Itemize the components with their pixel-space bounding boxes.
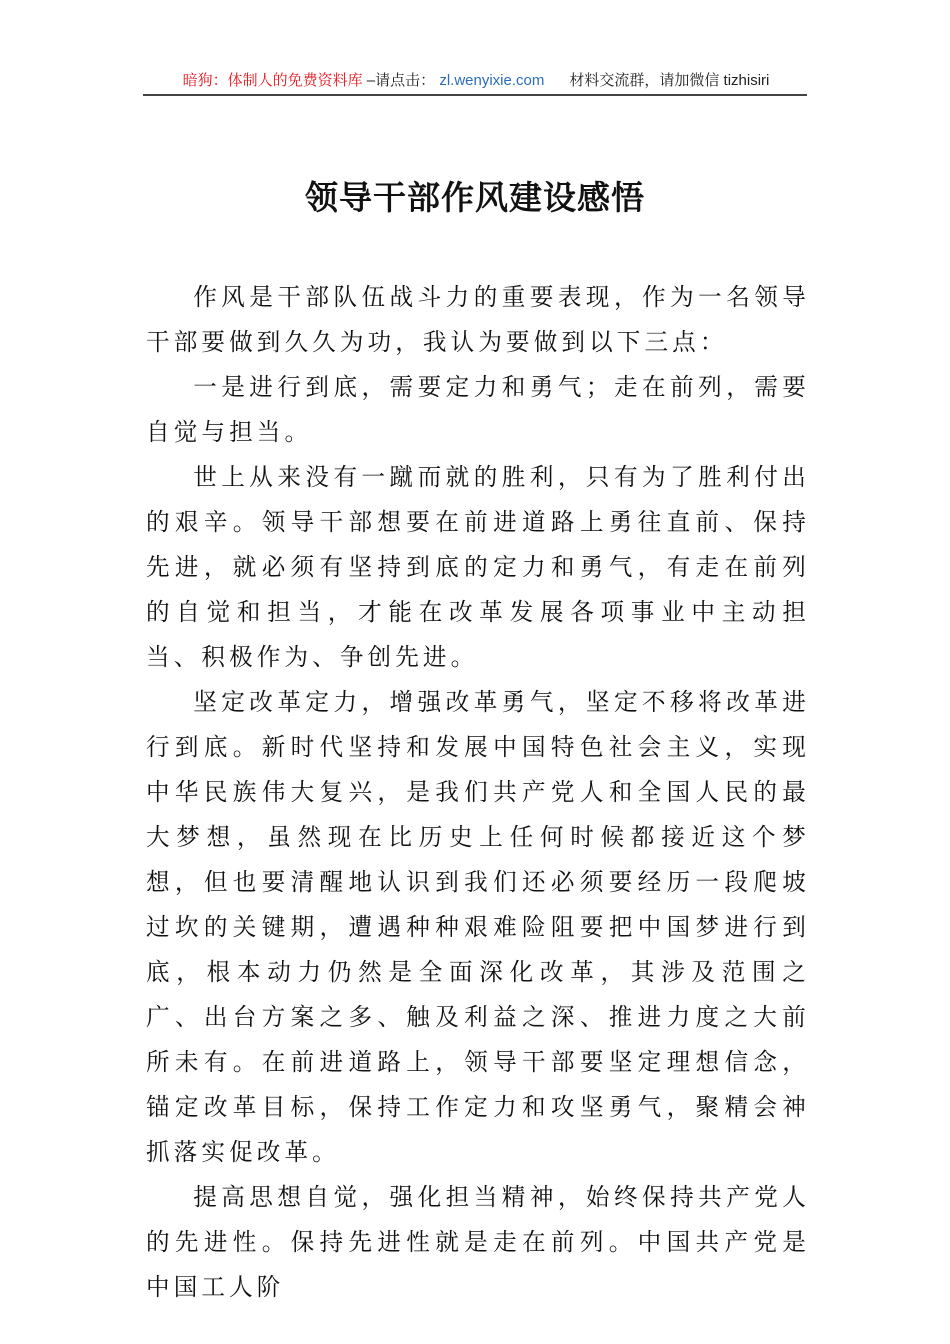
paragraph: 提高思想自觉，强化担当精神，始终保持共产党人的先进性。保持先进性就是走在前列。中国共产党是中国工人阶: [146, 1183, 810, 1301]
paragraph: 坚定改革定力，增强改革勇气，坚定不移将改革进行到底。新时代坚持和发展中国特色社会主义，实现中华民族伟大复兴，是我们共产党人和全国人民的最大梦想，虽然现在比历史上任何时候都接近这个梦想，但也要清醒地认识到我们还必须要经历一段爬坡过坎的关键期，遭遇种种艰难险阻要把中国梦进行到底，根本动力仍然是全面深化改革，其涉及范围之广、出台方案之多、触及利益之深、推进力度之大前所未有。在前进道路上，领导干部要坚定理想信念，锚定改革目标，保持工作定力和攻坚勇气，聚精会神抓落实促改革。: [146, 688, 810, 1166]
header-group-note: 材料交流群，请加微信 tizhisiri: [569, 72, 770, 89]
paragraph: 一是进行到底，需要定力和勇气；走在前列，需要自觉与担当。: [146, 373, 810, 446]
document-body: [146, 275, 810, 1310]
header-url-link[interactable]: zl.wenyixie.com: [439, 72, 545, 89]
header-click-prompt: –请点击：: [366, 72, 436, 89]
watermark-header: [145, 70, 807, 94]
header-spacer: [549, 72, 566, 89]
header-brand: 暗狗：体制人的免费资料库: [182, 72, 363, 89]
paragraph: 作风是干部队伍战斗力的重要表现，作为一名领导干部要做到久久为功，我认为要做到以下三点：: [146, 283, 810, 356]
header-divider: [143, 94, 807, 96]
paragraph: 世上从来没有一蹴而就的胜利，只有为了胜利付出的艰辛。领导干部想要在前进道路上勇往直前、保持先进，就必须有坚持到底的定力和勇气，有走在前列的自觉和担当，才能在改革发展各项事业中主动担当、积极作为、争创先进。: [146, 463, 810, 671]
document-title: 领导干部作风建设感悟: [305, 178, 645, 217]
